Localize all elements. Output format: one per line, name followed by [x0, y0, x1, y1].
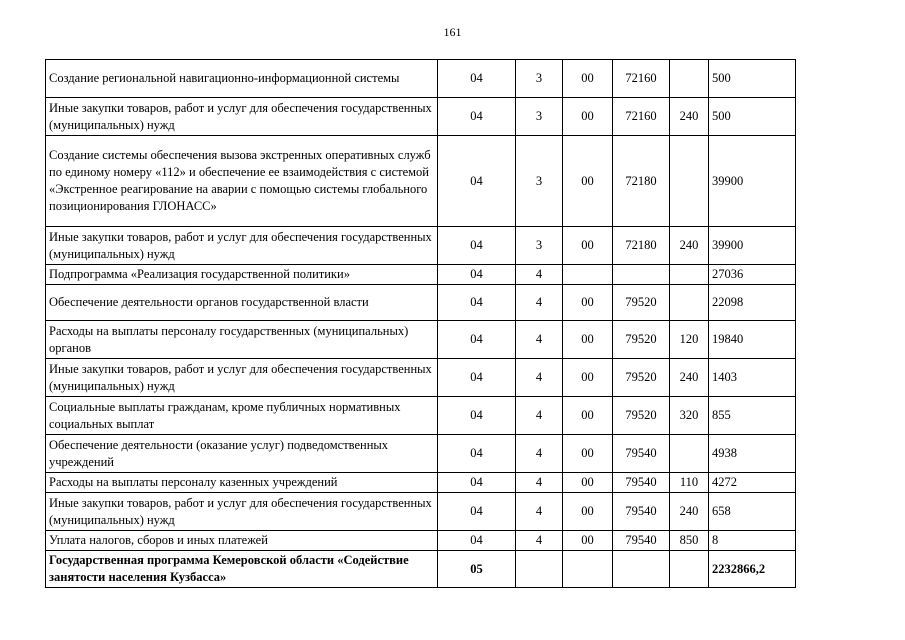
cell-direction: 79540: [613, 473, 670, 493]
cell-code: 00: [563, 227, 613, 265]
row-name: Иные закупки товаров, работ и услуг для обеспечения государственных (муниципальных) нужд: [46, 98, 438, 136]
row-name: Создание системы обеспечения вызова экстренных оперативных служб по единому номеру «112» и обеспечение ее взаимодействия с системой «Экстренное реагирование на аварии с помощью системы глобального позиционирования ГЛОНАСС»: [46, 136, 438, 227]
cell-section: 04: [438, 493, 516, 531]
cell-code: [563, 551, 613, 588]
cell-subprogram: 3: [516, 60, 563, 98]
cell-direction: 79520: [613, 397, 670, 435]
table-row: [46, 227, 796, 265]
cell-code: 00: [563, 285, 613, 321]
row-name: Обеспечение деятельности (оказание услуг) подведомственных учреждений: [46, 435, 438, 473]
cell-section: 04: [438, 397, 516, 435]
cell-amount: 27036: [709, 265, 796, 285]
cell-expense-type: 110: [670, 473, 709, 493]
cell-code: 00: [563, 60, 613, 98]
cell-amount: 19840: [709, 321, 796, 359]
cell-code: 00: [563, 136, 613, 227]
cell-expense-type: 120: [670, 321, 709, 359]
cell-expense-type: [670, 60, 709, 98]
cell-code: 00: [563, 493, 613, 531]
cell-code: 00: [563, 473, 613, 493]
cell-direction: [613, 265, 670, 285]
cell-direction: 79540: [613, 531, 670, 551]
cell-code: 00: [563, 98, 613, 136]
table-row: [46, 265, 796, 285]
budget-table: [45, 59, 796, 588]
cell-amount: 22098: [709, 285, 796, 321]
cell-subprogram: 3: [516, 227, 563, 265]
cell-section: 04: [438, 60, 516, 98]
row-name: Расходы на выплаты персоналу казенных учреждений: [46, 473, 438, 493]
row-name: Иные закупки товаров, работ и услуг для обеспечения государственных (муниципальных) нужд: [46, 227, 438, 265]
cell-expense-type: 240: [670, 359, 709, 397]
cell-section: 04: [438, 265, 516, 285]
cell-expense-type: [670, 551, 709, 588]
cell-direction: 79540: [613, 493, 670, 531]
cell-expense-type: 240: [670, 227, 709, 265]
cell-code: 00: [563, 359, 613, 397]
cell-expense-type: 240: [670, 98, 709, 136]
cell-subprogram: 4: [516, 435, 563, 473]
cell-section: 05: [438, 551, 516, 588]
table-row: [46, 531, 796, 551]
cell-code: 00: [563, 397, 613, 435]
cell-amount: 39900: [709, 227, 796, 265]
cell-amount: 500: [709, 98, 796, 136]
cell-amount: 4272: [709, 473, 796, 493]
table-row: [46, 473, 796, 493]
cell-subprogram: 4: [516, 397, 563, 435]
cell-direction: [613, 551, 670, 588]
cell-subprogram: 4: [516, 531, 563, 551]
table-row: [46, 397, 796, 435]
cell-amount: 500: [709, 60, 796, 98]
table-row: [46, 359, 796, 397]
cell-subprogram: 4: [516, 359, 563, 397]
cell-expense-type: 850: [670, 531, 709, 551]
cell-direction: 79520: [613, 285, 670, 321]
cell-amount: 2232866,2: [709, 551, 796, 588]
cell-subprogram: 4: [516, 265, 563, 285]
cell-expense-type: [670, 285, 709, 321]
cell-section: 04: [438, 359, 516, 397]
cell-expense-type: 240: [670, 493, 709, 531]
row-name: Социальные выплаты гражданам, кроме публичных нормативных социальных выплат: [46, 397, 438, 435]
cell-amount: 8: [709, 531, 796, 551]
page-number: 161: [443, 25, 462, 39]
row-name: Государственная программа Кемеровской области «Содействие занятости населения Кузбасса»: [46, 551, 438, 588]
cell-section: 04: [438, 285, 516, 321]
cell-direction: 79520: [613, 321, 670, 359]
cell-subprogram: 4: [516, 493, 563, 531]
cell-direction: 79540: [613, 435, 670, 473]
cell-section: 04: [438, 136, 516, 227]
table-row: [46, 285, 796, 321]
cell-code: 00: [563, 531, 613, 551]
row-name: Расходы на выплаты персоналу государственных (муниципальных) органов: [46, 321, 438, 359]
row-name: Создание региональной навигационно-информационной системы: [46, 60, 438, 98]
table-row: [46, 321, 796, 359]
cell-section: 04: [438, 98, 516, 136]
cell-section: 04: [438, 321, 516, 359]
cell-expense-type: [670, 136, 709, 227]
table-row: [46, 60, 796, 98]
cell-subprogram: 3: [516, 136, 563, 227]
row-name: Обеспечение деятельности органов государственной власти: [46, 285, 438, 321]
table-row: [46, 98, 796, 136]
cell-subprogram: 4: [516, 285, 563, 321]
cell-section: 04: [438, 531, 516, 551]
cell-amount: 1403: [709, 359, 796, 397]
cell-subprogram: 4: [516, 321, 563, 359]
cell-subprogram: 4: [516, 473, 563, 493]
cell-code: [563, 265, 613, 285]
cell-expense-type: [670, 265, 709, 285]
cell-direction: 79520: [613, 359, 670, 397]
row-name: Иные закупки товаров, работ и услуг для обеспечения государственных (муниципальных) нужд: [46, 359, 438, 397]
cell-amount: 39900: [709, 136, 796, 227]
cell-section: 04: [438, 473, 516, 493]
cell-expense-type: [670, 435, 709, 473]
table-row: [46, 136, 796, 227]
cell-code: 00: [563, 435, 613, 473]
cell-direction: 72180: [613, 136, 670, 227]
cell-direction: 72160: [613, 60, 670, 98]
cell-amount: 855: [709, 397, 796, 435]
table-row: [46, 493, 796, 531]
cell-code: 00: [563, 321, 613, 359]
cell-subprogram: 3: [516, 98, 563, 136]
cell-amount: 4938: [709, 435, 796, 473]
cell-section: 04: [438, 435, 516, 473]
cell-direction: 72160: [613, 98, 670, 136]
cell-section: 04: [438, 227, 516, 265]
cell-direction: 72180: [613, 227, 670, 265]
table-row: [46, 551, 796, 588]
cell-amount: 658: [709, 493, 796, 531]
cell-subprogram: [516, 551, 563, 588]
row-name: Иные закупки товаров, работ и услуг для обеспечения государственных (муниципальных) нужд: [46, 493, 438, 531]
cell-expense-type: 320: [670, 397, 709, 435]
row-name: Уплата налогов, сборов и иных платежей: [46, 531, 438, 551]
row-name: Подпрограмма «Реализация государственной политики»: [46, 265, 438, 285]
table-row: [46, 435, 796, 473]
